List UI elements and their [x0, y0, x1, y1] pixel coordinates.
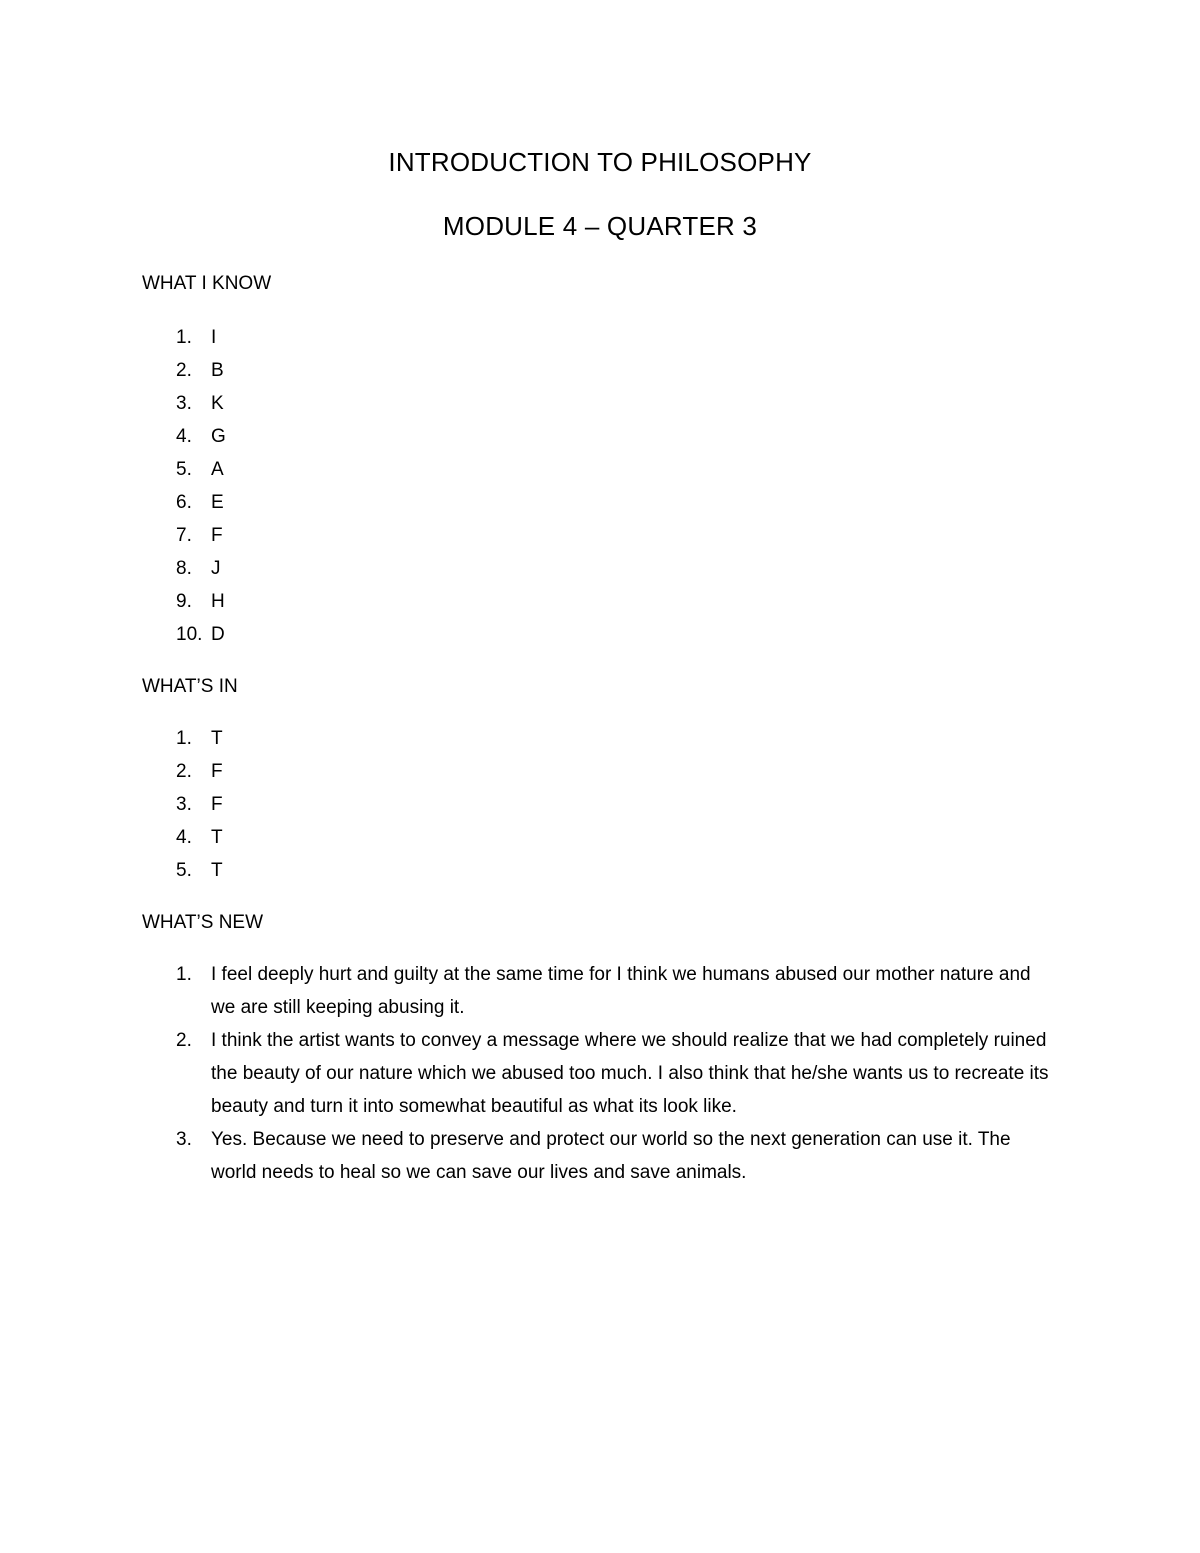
item-number: 1. [176, 327, 192, 348]
item-number: 3. [176, 393, 192, 414]
item-number: 1. [176, 728, 192, 749]
what-i-know-list [0, 321, 1200, 651]
item-answer: G [211, 426, 226, 447]
list-item [0, 354, 1200, 387]
item-number: 4. [176, 426, 192, 447]
item-number: 4. [176, 827, 192, 848]
item-answer: A [211, 459, 224, 480]
item-number: 3. [176, 1129, 192, 1150]
list-item [0, 788, 1200, 821]
item-number: 2. [176, 1030, 192, 1051]
section-heading-whats-new: WHAT’S NEW [142, 912, 264, 933]
list-item [0, 755, 1200, 788]
section-heading-what-i-know: WHAT I KNOW [142, 273, 272, 294]
item-number: 2. [176, 761, 192, 782]
whats-in-list [0, 722, 1200, 887]
list-item [0, 958, 1200, 1024]
item-answer: B [211, 360, 224, 381]
list-item [0, 420, 1200, 453]
list-item [0, 618, 1200, 651]
item-answer: I [211, 327, 217, 348]
item-answer: Yes. Because we need to preserve and protect our world so the next generation can use it. The world needs to heal so we can save our lives and save animals. [211, 1129, 1011, 1183]
list-item [0, 1123, 1200, 1189]
list-item [0, 387, 1200, 420]
list-item [0, 1024, 1200, 1123]
list-item [0, 453, 1200, 486]
item-answer: F [211, 794, 223, 815]
item-number: 8. [176, 558, 192, 579]
item-answer: T [211, 827, 223, 848]
list-item [0, 321, 1200, 354]
item-number: 9. [176, 591, 192, 612]
item-number: 5. [176, 459, 192, 480]
item-number: 7. [176, 525, 192, 546]
module-subtitle: MODULE 4 – QUARTER 3 [442, 211, 758, 241]
document-title: INTRODUCTION TO PHILOSOPHY [388, 147, 812, 177]
item-answer: D [211, 624, 225, 645]
item-number: 5. [176, 860, 192, 881]
list-item [0, 722, 1200, 755]
item-answer: T [211, 728, 223, 749]
item-answer: T [211, 860, 223, 881]
list-item [0, 854, 1200, 887]
item-number: 10. [176, 624, 203, 645]
item-answer: I feel deeply hurt and guilty at the same time for I think we humans abused our mother nature and we are still keeping abusing it. [211, 964, 1031, 1018]
item-answer: F [211, 761, 223, 782]
item-answer: J [211, 558, 221, 579]
list-item [0, 519, 1200, 552]
item-answer: E [211, 492, 224, 513]
item-number: 6. [176, 492, 192, 513]
item-number: 1. [176, 964, 192, 985]
item-answer: K [211, 393, 224, 414]
list-item [0, 486, 1200, 519]
item-number: 2. [176, 360, 192, 381]
list-item [0, 821, 1200, 854]
item-number: 3. [176, 794, 192, 815]
list-item [0, 585, 1200, 618]
whats-new-list [0, 958, 1200, 1189]
item-answer: F [211, 525, 223, 546]
list-item [0, 552, 1200, 585]
item-answer: I think the artist wants to convey a message where we should realize that we had completely ruined the beauty of our nature which we abused too much. I also think that he/she wants us to recreate its beauty and turn it into somewhat beautiful as what its look like. [211, 1030, 1049, 1117]
item-answer: H [211, 591, 225, 612]
section-heading-whats-in: WHAT’S IN [142, 676, 238, 697]
